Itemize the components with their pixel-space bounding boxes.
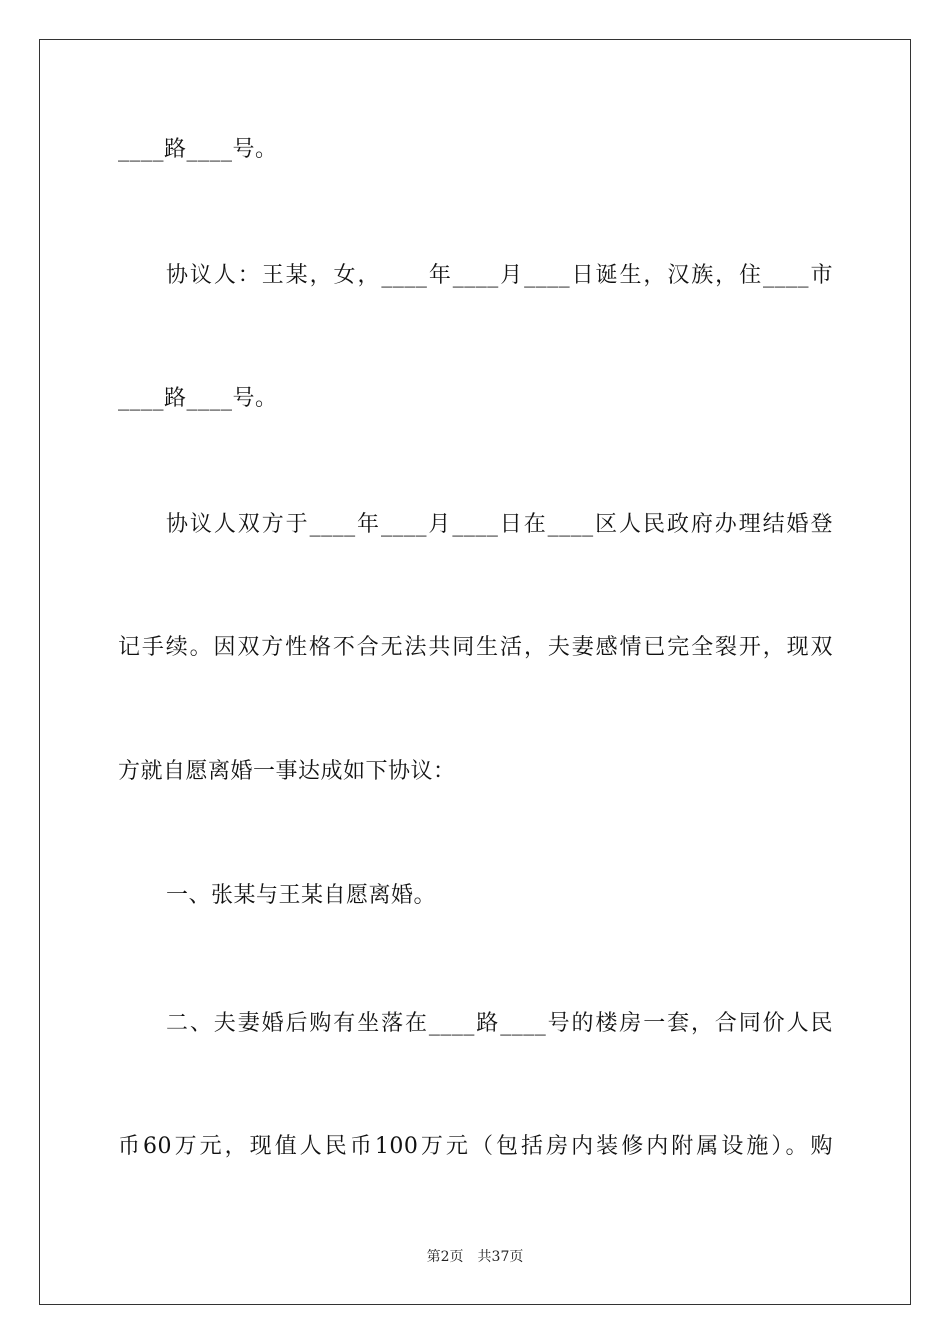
page-footer <box>0 1248 950 1266</box>
page-total: 共37页 <box>477 1249 524 1265</box>
text-line-1: ____路____号。 <box>118 137 278 162</box>
text-line-3: ____路____号。 <box>118 386 278 411</box>
text-line-7: 一、张某与王某自愿离婚。 <box>166 883 437 908</box>
text-line-5: 记手续。因双方性格不合无法共同生活，夫妻感情已完全裂开，现双 <box>118 635 833 660</box>
text-line-8: 二、夫妻婚后购有坐落在____路____号的楼房一套，合同价人民 <box>166 1011 833 1036</box>
page-number: 第2页 <box>426 1249 464 1265</box>
text-line-6: 方就自愿离婚一事达成如下协议： <box>118 759 456 784</box>
page-frame <box>39 39 911 1305</box>
text-line-4: 协议人双方于____年____月____日在____区人民政府办理结婚登 <box>166 512 833 537</box>
text-line-9: 币60万元，现值人民币100万元（包括房内装修内附属设施）。购 <box>118 1134 833 1159</box>
text-line-2: 协议人：王某，女，____年____月____日诞生，汉族，住____市 <box>166 263 833 288</box>
